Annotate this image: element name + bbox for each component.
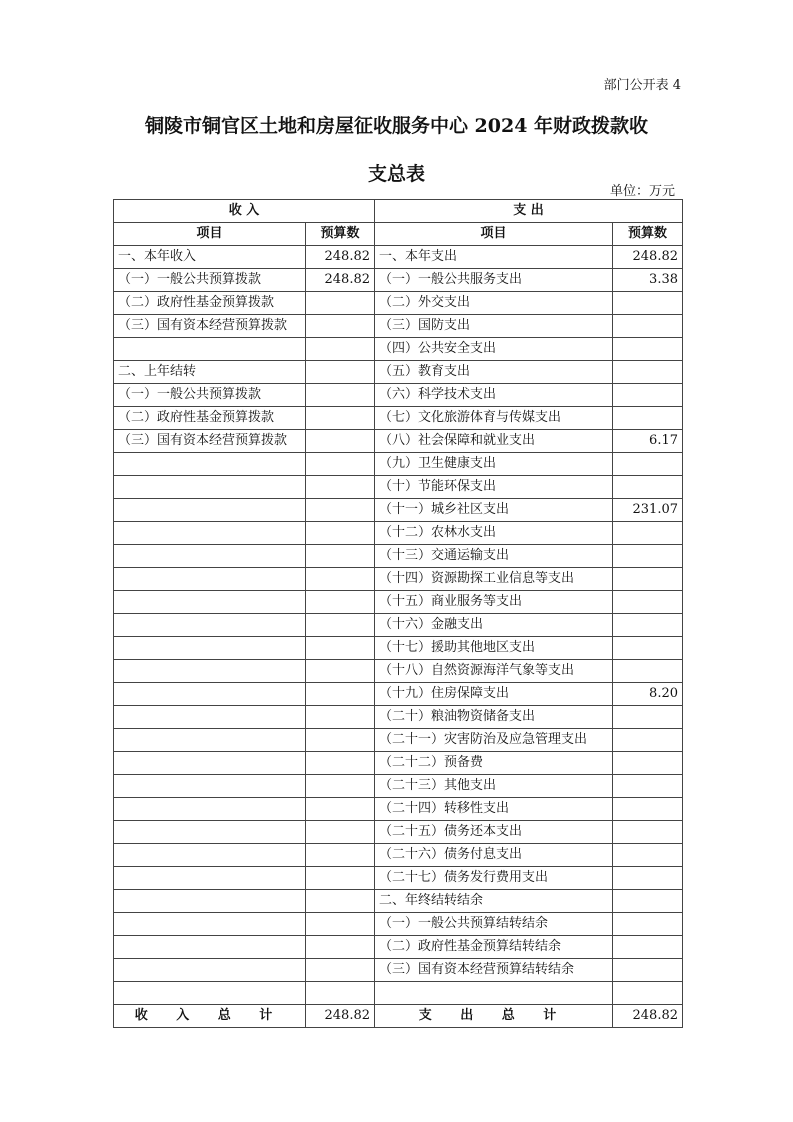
income-budget-cell	[306, 729, 375, 752]
table-row	[114, 568, 683, 591]
income-item-cell	[114, 683, 306, 706]
table-row	[114, 453, 683, 476]
income-item-cell	[114, 614, 306, 637]
expense-item-cell: （二十）粮油物资储备支出	[375, 706, 613, 729]
expense-item-cell: （十六）金融支出	[375, 614, 613, 637]
table-body	[114, 246, 683, 1005]
expense-budget-cell	[613, 798, 683, 821]
expense-item-cell: （二十七）债务发行费用支出	[375, 867, 613, 890]
expense-budget-cell	[613, 361, 683, 384]
income-item-cell	[114, 890, 306, 913]
table-row	[114, 292, 683, 315]
income-budget-cell	[306, 752, 375, 775]
income-total-value: 248.82	[306, 1005, 375, 1028]
expense-budget-cell	[613, 476, 683, 499]
expense-budget-cell	[613, 936, 683, 959]
table-row	[114, 890, 683, 913]
income-budget-cell	[306, 959, 375, 982]
table-row	[114, 476, 683, 499]
income-item-cell	[114, 729, 306, 752]
expense-budget-cell	[613, 522, 683, 545]
expense-budget-cell	[613, 637, 683, 660]
expense-budget-cell	[613, 959, 683, 982]
income-item-cell: 一、本年收入	[114, 246, 306, 269]
table-row	[114, 246, 683, 269]
table-row	[114, 729, 683, 752]
table-row	[114, 959, 683, 982]
income-item-cell	[114, 522, 306, 545]
income-budget-cell	[306, 936, 375, 959]
expense-budget-cell	[613, 407, 683, 430]
page-title-line-1: 铜陵市铜官区土地和房屋征收服务中心 2024 年财政拨款收	[144, 115, 649, 137]
income-item-cell	[114, 476, 306, 499]
table-row	[114, 683, 683, 706]
expense-budget-cell	[613, 660, 683, 683]
table-row	[114, 660, 683, 683]
income-section-header: 收 入	[114, 200, 375, 223]
expense-item-cell: （二十四）转移性支出	[375, 798, 613, 821]
income-budget-cell	[306, 361, 375, 384]
expense-item-cell: （二十六）债务付息支出	[375, 844, 613, 867]
expense-item-cell: （十四）资源勘探工业信息等支出	[375, 568, 613, 591]
expense-budget-cell	[613, 591, 683, 614]
expense-budget-cell	[613, 844, 683, 867]
expense-item-cell: （八）社会保障和就业支出	[375, 430, 613, 453]
table-row	[114, 821, 683, 844]
income-item-cell	[114, 936, 306, 959]
expense-budget-cell	[613, 729, 683, 752]
income-budget-cell: 248.82	[306, 246, 375, 269]
income-item-cell	[114, 660, 306, 683]
expense-budget-cell	[613, 913, 683, 936]
expense-budget-cell	[613, 982, 683, 1005]
table-row	[114, 982, 683, 1005]
unit-label: 单位：万元	[609, 184, 675, 199]
income-item-cell: （一）一般公共预算拨款	[114, 384, 306, 407]
income-budget-cell	[306, 660, 375, 683]
expense-budget-cell	[613, 752, 683, 775]
expense-budget-cell: 231.07	[613, 499, 683, 522]
expense-item-cell: （二十三）其他支出	[375, 775, 613, 798]
income-budget-cell	[306, 844, 375, 867]
expense-budget-cell	[613, 775, 683, 798]
income-budget-cell	[306, 913, 375, 936]
table-number-label: 部门公开表 4	[603, 78, 681, 93]
table-row	[114, 752, 683, 775]
income-item-cell	[114, 545, 306, 568]
expense-budget-cell	[613, 706, 683, 729]
expense-budget-cell	[613, 292, 683, 315]
expense-budget-cell	[613, 890, 683, 913]
income-budget-cell	[306, 545, 375, 568]
income-budget-cell	[306, 476, 375, 499]
expense-item-cell: （十八）自然资源海洋气象等支出	[375, 660, 613, 683]
income-item-cell	[114, 637, 306, 660]
expense-item-cell: （三）国防支出	[375, 315, 613, 338]
expense-item-cell: （五）教育支出	[375, 361, 613, 384]
income-budget-cell	[306, 867, 375, 890]
expense-item-cell: （四）公共安全支出	[375, 338, 613, 361]
table-row	[114, 384, 683, 407]
income-budget-cell	[306, 384, 375, 407]
expense-budget-cell: 8.20	[613, 683, 683, 706]
table-row	[114, 499, 683, 522]
income-budget-cell	[306, 591, 375, 614]
expense-budget-cell: 248.82	[613, 246, 683, 269]
income-budget-cell	[306, 637, 375, 660]
income-budget-header: 预算数	[306, 223, 375, 246]
income-budget-cell	[306, 798, 375, 821]
income-item-cell	[114, 959, 306, 982]
column-header-row	[114, 223, 683, 246]
income-item-cell	[114, 798, 306, 821]
expense-item-cell: （九）卫生健康支出	[375, 453, 613, 476]
expense-item-cell: （二）外交支出	[375, 292, 613, 315]
table-row	[114, 798, 683, 821]
income-budget-cell	[306, 568, 375, 591]
income-budget-cell	[306, 821, 375, 844]
expense-budget-cell	[613, 821, 683, 844]
income-budget-cell	[306, 982, 375, 1005]
expense-item-cell: （二）政府性基金预算结转结余	[375, 936, 613, 959]
income-item-cell	[114, 453, 306, 476]
table-row	[114, 545, 683, 568]
expense-budget-cell: 6.17	[613, 430, 683, 453]
expense-budget-cell	[613, 867, 683, 890]
income-item-cell	[114, 706, 306, 729]
table-row	[114, 407, 683, 430]
expense-item-cell: （一）一般公共预算结转结余	[375, 913, 613, 936]
income-budget-cell	[306, 453, 375, 476]
expense-item-cell: （三）国有资本经营预算结转结余	[375, 959, 613, 982]
expense-item-cell: （十一）城乡社区支出	[375, 499, 613, 522]
expense-item-cell: （十五）商业服务等支出	[375, 591, 613, 614]
table-row	[114, 913, 683, 936]
income-item-cell: （二）政府性基金预算拨款	[114, 292, 306, 315]
expense-budget-cell: 3.38	[613, 269, 683, 292]
income-budget-cell	[306, 338, 375, 361]
expense-budget-cell	[613, 453, 683, 476]
expense-item-cell: （二十二）预备费	[375, 752, 613, 775]
income-budget-cell	[306, 430, 375, 453]
table-row	[114, 522, 683, 545]
income-item-cell	[114, 752, 306, 775]
expense-item-cell: （十）节能环保支出	[375, 476, 613, 499]
income-item-cell	[114, 499, 306, 522]
expense-item-cell: （十九）住房保障支出	[375, 683, 613, 706]
income-budget-cell	[306, 499, 375, 522]
total-row	[114, 1005, 683, 1028]
income-item-header: 项目	[114, 223, 306, 246]
page-title-line-2: 支总表	[367, 163, 425, 185]
table-row	[114, 269, 683, 292]
income-total-label: 收 入 总 计	[114, 1005, 306, 1028]
table-row	[114, 867, 683, 890]
expense-item-cell: （二十五）债务还本支出	[375, 821, 613, 844]
expense-budget-cell	[613, 384, 683, 407]
income-budget-cell	[306, 614, 375, 637]
table-row	[114, 430, 683, 453]
income-item-cell	[114, 982, 306, 1005]
income-item-cell: （三）国有资本经营预算拨款	[114, 315, 306, 338]
expense-item-cell: （十七）援助其他地区支出	[375, 637, 613, 660]
income-budget-cell	[306, 407, 375, 430]
income-item-cell	[114, 591, 306, 614]
income-budget-cell	[306, 683, 375, 706]
income-budget-cell	[306, 890, 375, 913]
expense-budget-cell	[613, 315, 683, 338]
expense-budget-header: 预算数	[613, 223, 683, 246]
expense-item-cell: （十二）农林水支出	[375, 522, 613, 545]
income-item-cell	[114, 844, 306, 867]
table-row	[114, 844, 683, 867]
expense-item-cell: （七）文化旅游体育与传媒支出	[375, 407, 613, 430]
income-budget-cell	[306, 775, 375, 798]
table-row	[114, 936, 683, 959]
table-row	[114, 637, 683, 660]
income-budget-cell: 248.82	[306, 269, 375, 292]
income-item-cell: （二）政府性基金预算拨款	[114, 407, 306, 430]
expense-budget-cell	[613, 568, 683, 591]
income-budget-cell	[306, 292, 375, 315]
income-item-cell	[114, 775, 306, 798]
income-item-cell	[114, 913, 306, 936]
expense-item-cell: （十三）交通运输支出	[375, 545, 613, 568]
income-item-cell	[114, 338, 306, 361]
income-item-cell: 二、上年结转	[114, 361, 306, 384]
income-item-cell	[114, 867, 306, 890]
expense-item-header: 项目	[375, 223, 613, 246]
budget-summary-table	[113, 199, 683, 1028]
income-budget-cell	[306, 522, 375, 545]
table-row	[114, 591, 683, 614]
expense-item-cell: （二十一）灾害防治及应急管理支出	[375, 729, 613, 752]
table-row	[114, 706, 683, 729]
table-row	[114, 614, 683, 637]
table-row	[114, 775, 683, 798]
table-row	[114, 361, 683, 384]
expense-budget-cell	[613, 338, 683, 361]
expense-item-cell: （一）一般公共服务支出	[375, 269, 613, 292]
income-budget-cell	[306, 706, 375, 729]
income-item-cell	[114, 568, 306, 591]
table-row	[114, 338, 683, 361]
income-item-cell: （三）国有资本经营预算拨款	[114, 430, 306, 453]
expense-total-value: 248.82	[613, 1005, 683, 1028]
expense-budget-cell	[613, 545, 683, 568]
expense-item-cell	[375, 982, 613, 1005]
expense-section-header: 支 出	[375, 200, 683, 223]
expense-item-cell: 二、年终结转结余	[375, 890, 613, 913]
income-budget-cell	[306, 315, 375, 338]
expense-budget-cell	[613, 614, 683, 637]
expense-item-cell: （六）科学技术支出	[375, 384, 613, 407]
table-row	[114, 315, 683, 338]
income-item-cell: （一）一般公共预算拨款	[114, 269, 306, 292]
income-item-cell	[114, 821, 306, 844]
expense-total-label: 支 出 总 计	[375, 1005, 613, 1028]
section-header-row	[114, 200, 683, 223]
expense-item-cell: 一、本年支出	[375, 246, 613, 269]
